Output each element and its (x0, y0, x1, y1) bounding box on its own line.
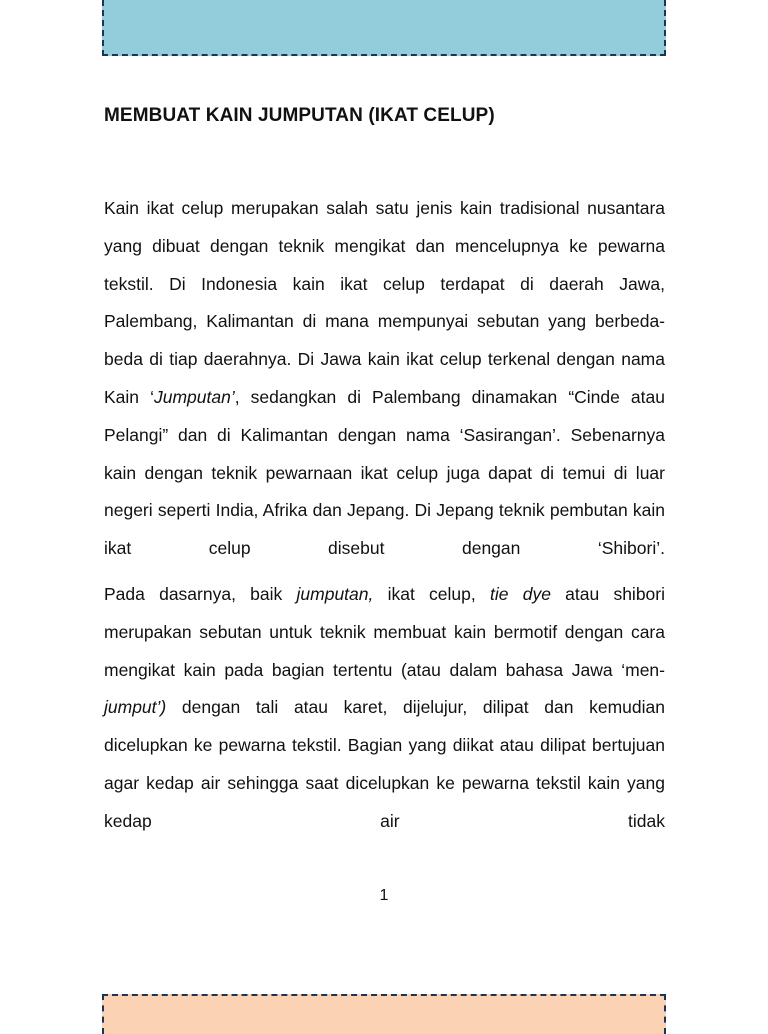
text-run: Kain ikat celup merupakan salah satu jenis kain tradisional nusantara yang dibuat dengan teknik mengikat dan mencelupnya ke pewarna tekstil. Di Indonesia kain ikat celup terdapat di daerah Jawa, Palembang, Kalimantan di mana mempunyai sebutan yang berbeda-beda di tiap daerahnya. Di Jawa kain ikat celup terkenal dengan nama Kain ‘ (104, 198, 665, 407)
italic-text-run: jumput’) (104, 697, 167, 718)
header-decorative-band (102, 0, 666, 56)
paragraph-1 (104, 190, 665, 568)
paragraph-2 (104, 576, 665, 841)
text-run: Pada dasarnya, baik (104, 583, 297, 604)
text-run: atau shibori merupakan sebutan untuk teknik membuat kain bermotif dengan cara mengikat kain pada bagian tertentu (atau dalam bahasa Jawa ‘men- (104, 583, 666, 680)
italic-text-run: jumputan, (296, 583, 374, 604)
italic-text-run: Jumputan’ (153, 386, 235, 407)
text-run: dengan tali atau karet, dijelujur, dilipat dan kemudian dicelupkan ke pewarna tekstil. Bagian yang diikat atau dilipat bertujuan agar kedap air sehingga saat dicelupkan ke pewarna tekstil kain yang kedap air tidak (104, 697, 665, 831)
page-number: 1 (379, 887, 389, 904)
text-run: ikat celup, (373, 583, 490, 604)
footer-decorative-band (102, 994, 666, 1034)
document-title: MEMBUAT KAIN JUMPUTAN (IKAT CELUP) (104, 105, 495, 126)
text-run: , sedangkan di Palembang dinamakan “Cinde atau Pelangi” dan di Kalimantan dengan nama ‘Sasirangan’. Sebenarnya kain dengan teknik pewarnaan ikat celup juga dapat di temui di luar negeri seperti India, Afrika dan Jepang. Di Jepang teknik pembutan kain ikat celup disebut dengan ‘Shibori’. (104, 386, 665, 559)
body-text (104, 190, 665, 841)
italic-text-run: tie dye (490, 583, 551, 604)
